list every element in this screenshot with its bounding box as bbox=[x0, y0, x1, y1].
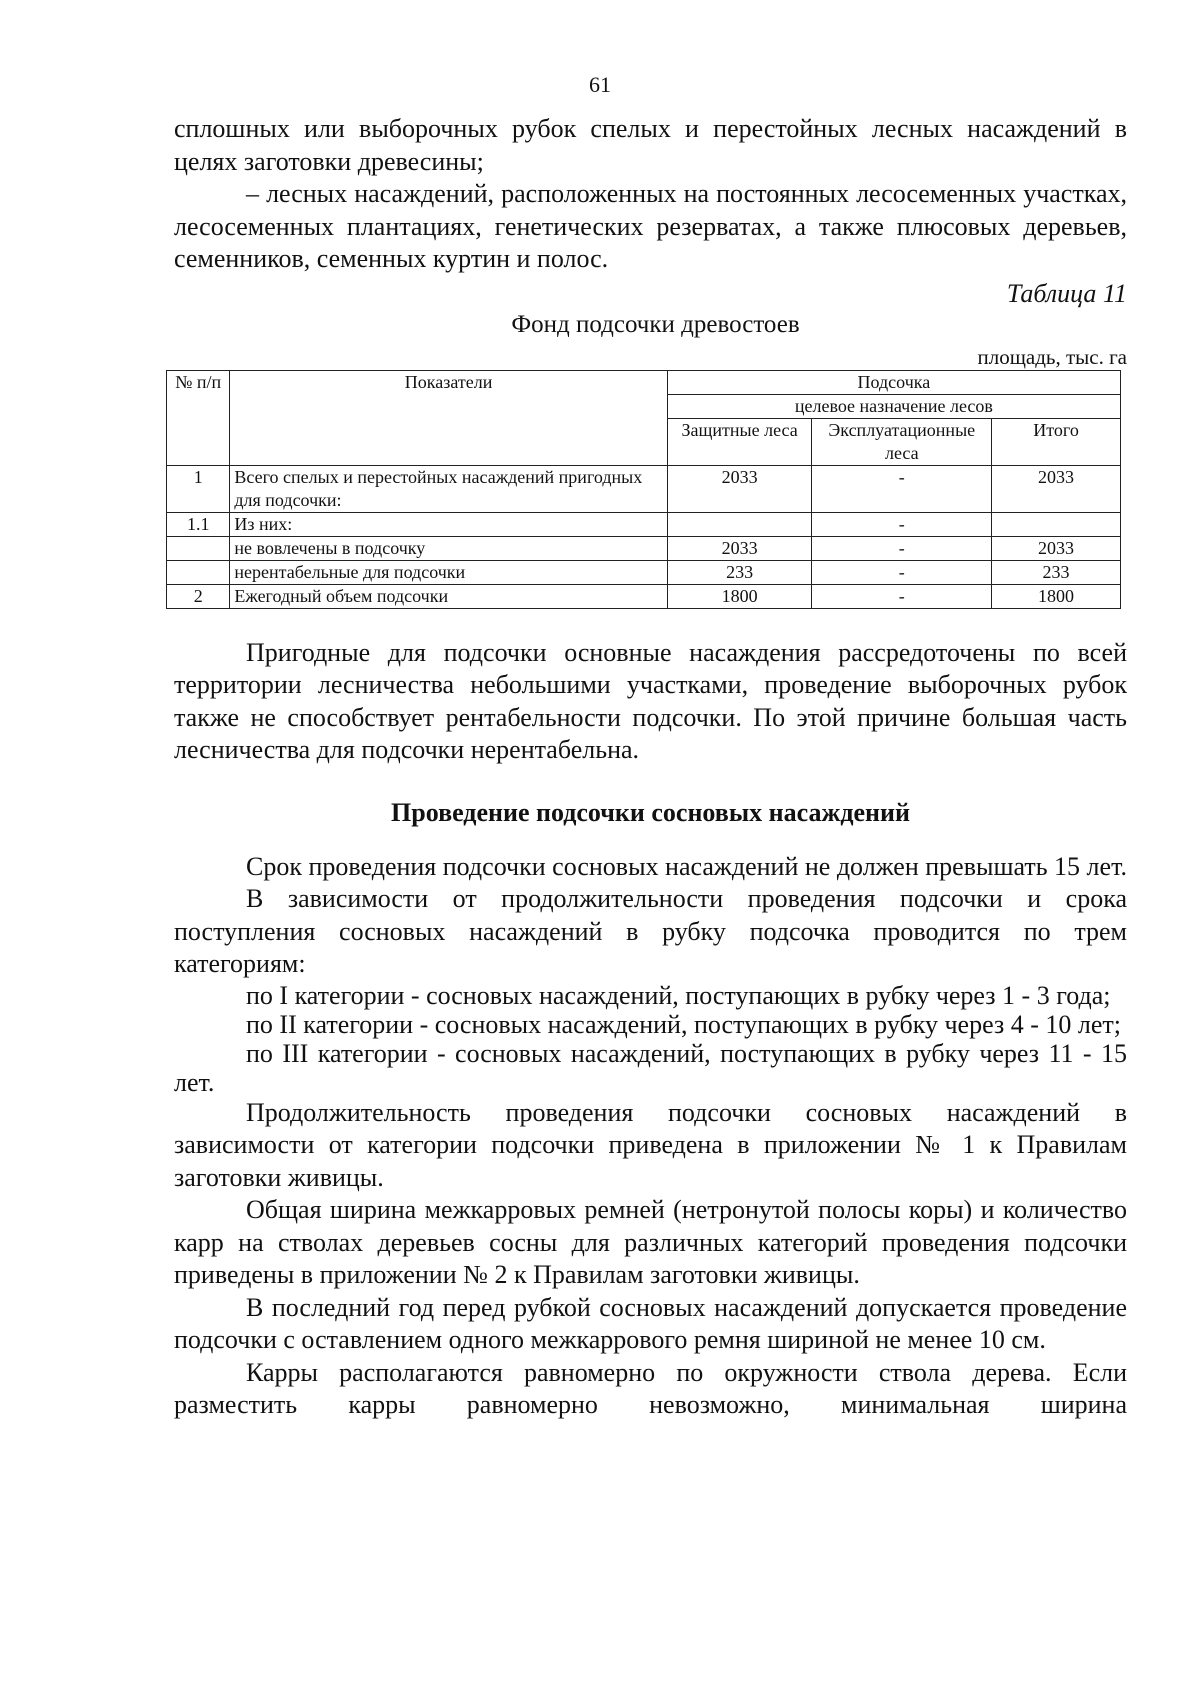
header-num: № п/п bbox=[167, 370, 230, 465]
category-item: по III категории - сосновых насаждений, поступающих в рубку через 11 - 15 лет. bbox=[174, 1038, 1127, 1097]
cell-label: нерентабельные для подсочки bbox=[230, 560, 667, 584]
paragraph-after-table: Пригодные для подсочки основные насаждения рассредоточены по всей территории лесничества небольшими участками, проведение выборочных рубок также не способствует рентабельности подсочки. По этой причине большая часть лесничества для подсочки нерентабельна. bbox=[174, 637, 1127, 764]
body-paragraph: Продолжительность проведения подсочки сосновых насаждений в зависимости от категории подсочки приведена в приложении № 1 к Правилам заготовки живицы. bbox=[174, 1097, 1127, 1192]
cell-label: Ежегодный объем подсочки bbox=[230, 584, 667, 608]
category-item: по I категории - сосновых насаждений, поступающих в рубку через 1 - 3 года; bbox=[246, 980, 1111, 1010]
table-row bbox=[167, 560, 1121, 584]
table-header-row bbox=[167, 370, 1121, 394]
table-unit: площадь, тыс. га bbox=[977, 344, 1127, 369]
cell-label: Всего спелых и перестойных насаждений пригодных для подсочки: bbox=[230, 465, 667, 512]
cell-label: не вовлечены в подсочку bbox=[230, 536, 667, 560]
page-content bbox=[174, 113, 1127, 1422]
cell-total: 233 bbox=[992, 560, 1121, 584]
table-title: Фонд подсочки древостоев bbox=[511, 310, 800, 338]
header-protective: Защитные леса bbox=[667, 418, 812, 465]
cell-protective: 233 bbox=[667, 560, 812, 584]
cell-total: 1800 bbox=[992, 584, 1121, 608]
cell-exploitation: - bbox=[812, 512, 992, 536]
table-row bbox=[167, 465, 1121, 512]
header-total: Итого bbox=[992, 418, 1121, 465]
cell-exploitation: - bbox=[812, 560, 992, 584]
body-paragraph: Срок проведения подсочки сосновых насаждений не должен превышать 15 лет. bbox=[246, 851, 1127, 881]
cell-num bbox=[167, 536, 230, 560]
cell-label: Из них: bbox=[230, 512, 667, 536]
cell-protective bbox=[667, 512, 812, 536]
header-group: Подсочка bbox=[667, 370, 1120, 394]
cell-exploitation: - bbox=[812, 536, 992, 560]
cell-num: 1.1 bbox=[167, 512, 230, 536]
cell-num bbox=[167, 560, 230, 584]
cell-total: 2033 bbox=[992, 465, 1121, 512]
intro-paragraph-1: сплошных или выборочных рубок спелых и перестойных лесных насаждений в целях заготовки древесины; bbox=[174, 114, 1127, 176]
cell-total: 2033 bbox=[992, 536, 1121, 560]
cell-num: 1 bbox=[167, 465, 230, 512]
cell-protective: 1800 bbox=[667, 584, 812, 608]
body-paragraph: В зависимости от продолжительности проведения подсочки и срока поступления сосновых насаждений в рубку подсочка проводится по трем категориям: bbox=[174, 884, 1127, 978]
header-subgroup: целевое назначение лесов bbox=[667, 394, 1120, 418]
table-caption: Таблица 11 bbox=[1006, 278, 1127, 308]
table-row bbox=[167, 584, 1121, 608]
table-row bbox=[167, 512, 1121, 536]
cell-protective: 2033 bbox=[667, 536, 812, 560]
section-heading: Проведение подсочки сосновых насаждений bbox=[391, 797, 910, 827]
table-row bbox=[167, 536, 1121, 560]
intro-paragraph-2: – лесных насаждений, расположенных на постоянных лесосеменных участках, лесосеменных плантациях, генетических резерватах, а также плюсовых деревьев, семенников, семенных куртин и полос. bbox=[174, 179, 1127, 273]
cell-protective: 2033 bbox=[667, 465, 812, 512]
header-exploitation: Эксплуатационные леса bbox=[812, 418, 992, 465]
category-item: по II категории - сосновых насаждений, поступающих в рубку через 4 - 10 лет; bbox=[246, 1009, 1121, 1039]
body-paragraph: В последний год перед рубкой сосновых насаждений допускается проведение подсочки с оставлением одного межкаррового ремня шириной не менее 10 см. bbox=[174, 1292, 1127, 1354]
cell-num: 2 bbox=[167, 584, 230, 608]
body-paragraph: Общая ширина межкарровых ремней (нетронутой полосы коры) и количество карр на стволах деревьев сосны для различных категорий проведения подсочки приведены в приложении № 2 к Правилам заготовки живицы. bbox=[174, 1195, 1127, 1289]
tapping-fund-table bbox=[166, 370, 1121, 609]
cell-exploitation: - bbox=[812, 584, 992, 608]
cell-total bbox=[992, 512, 1121, 536]
header-indicators: Показатели bbox=[230, 370, 667, 465]
cell-exploitation: - bbox=[812, 465, 992, 512]
body-paragraph: Карры располагаются равномерно по окружности ствола дерева. Если разместить карры равномерно невозможно, минимальная ширина bbox=[174, 1357, 1127, 1419]
page-number: 61 bbox=[589, 72, 611, 97]
